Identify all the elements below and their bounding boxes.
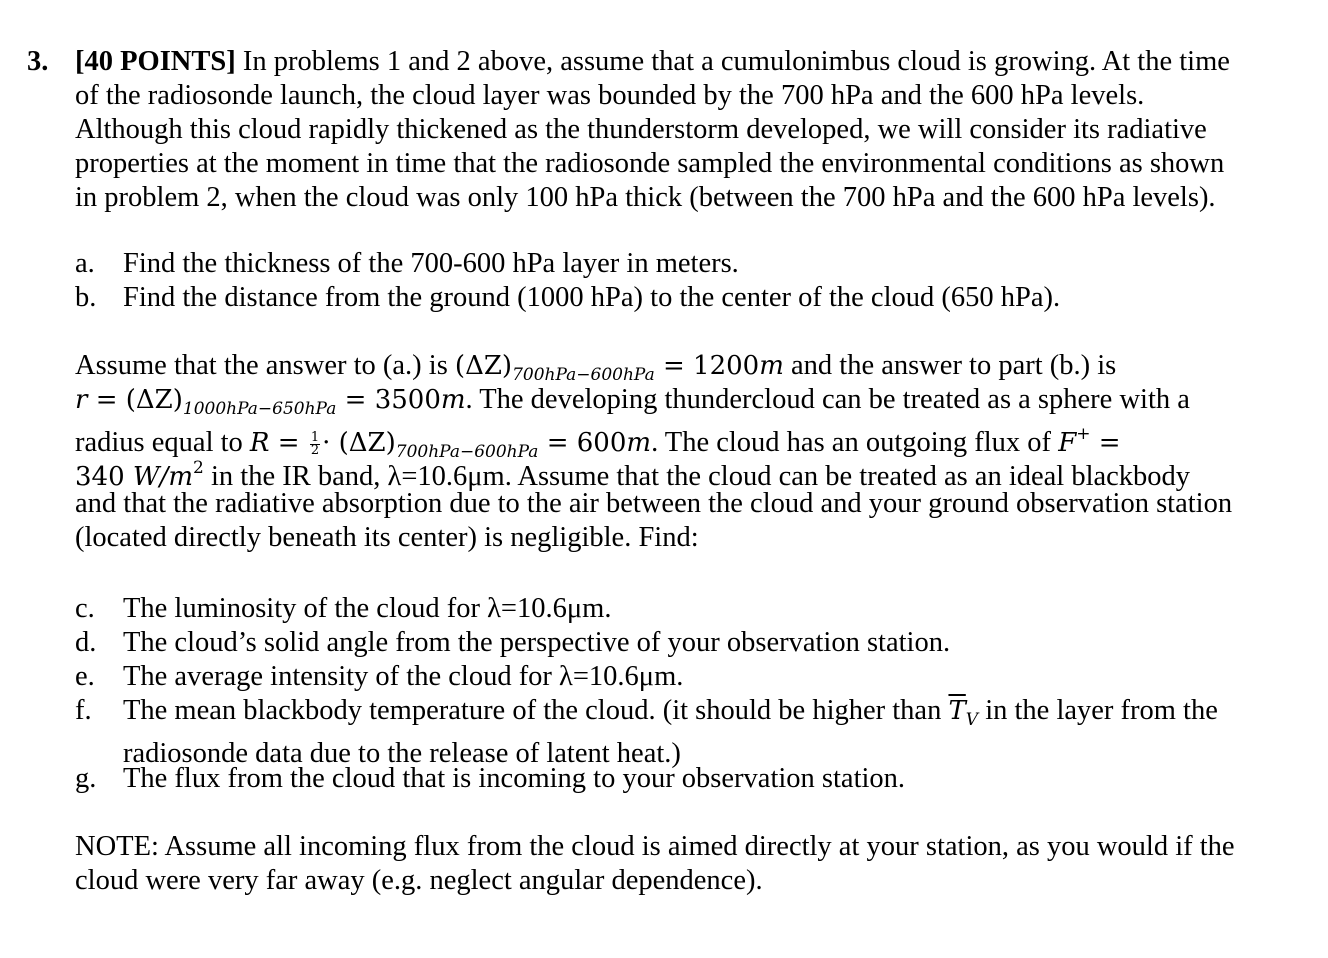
parts-cg-list <box>75 592 1305 796</box>
delta-z-subscript: 700hPa−600hPa <box>512 365 655 385</box>
assume-line-4 <box>75 451 1305 492</box>
list-item <box>75 247 1305 281</box>
assume-text: in the IR band, λ=10.6μm. Assume that the cloud can be treated as an ideal blackbody <box>203 461 1191 492</box>
delta-z-expr: (ΔZ) <box>454 351 513 381</box>
item-letter-g: g. <box>75 763 97 794</box>
flux-value: 340 <box>75 462 133 492</box>
item-text-e: The average intensity of the cloud for λ=10.6μm. <box>123 661 684 692</box>
flux-unit: W/m <box>132 462 194 492</box>
assume-line-6: (located directly beneath its center) is negligible. Find: <box>75 522 699 553</box>
item-text-d: The cloud’s solid angle from the perspective of your observation station. <box>123 627 951 658</box>
unit: m <box>759 351 784 381</box>
equals-sign: = <box>269 428 308 458</box>
list-item <box>75 694 1305 769</box>
delta-z-expr: = (ΔZ) <box>87 385 183 415</box>
assume-line-5: and that the radiative absorption due to the air between the cloud and your ground observation station <box>75 488 1233 519</box>
equals-value: = 3500 <box>336 385 441 415</box>
tv-subscript: V <box>965 710 979 730</box>
fraction-denominator: 2 <box>310 442 320 458</box>
F-symbol: F <box>1058 428 1077 458</box>
question-intro <box>75 45 1305 215</box>
unit: m <box>440 385 466 415</box>
list-item <box>75 762 1305 796</box>
R-symbol: R <box>249 428 270 458</box>
fraction-numerator: 1 <box>310 429 320 445</box>
assume-text: radius equal to <box>75 427 250 458</box>
parts-ab-list <box>75 247 1305 315</box>
item-text-f-part1: The mean blackbody temperature of the cloud. (it should be higher than <box>123 695 949 726</box>
assume-line-3 <box>75 417 1305 462</box>
assume-text: . The developing thundercloud can be treated as a sphere with a <box>465 384 1190 415</box>
item-letter-b: b. <box>75 282 97 313</box>
equals-value: = 1200 <box>654 351 760 381</box>
delta-z-subscript: 700hPa−600hPa <box>395 442 539 462</box>
item-letter-c: c. <box>75 593 95 624</box>
item-text-g: The flux from the cloud that is incoming to your observation station. <box>123 763 906 794</box>
r-symbol: r <box>75 385 88 415</box>
list-item <box>75 281 1305 315</box>
intro-line-3: Although this cloud rapidly thickened as the thunderstorm developed, we will consider its radiative <box>75 114 1207 145</box>
tv-symbol: $\overline{T}$ <box>948 696 966 726</box>
item-text-f-line2: radiosonde data due to the release of latent heat.) <box>123 738 681 769</box>
item-letter-d: d. <box>75 627 97 658</box>
points-label: [40 POINTS] <box>75 46 236 77</box>
F-superscript: + <box>1076 424 1091 444</box>
note-paragraph <box>75 830 1305 898</box>
list-item <box>75 626 1305 660</box>
question-number: 3. <box>27 46 49 77</box>
intro-line-1 <box>75 45 1305 79</box>
assume-text: . The cloud has an outgoing flux of <box>651 427 1059 458</box>
assumption-paragraph <box>75 349 1305 555</box>
assume-text: and the answer to part (b.) is <box>783 350 1117 381</box>
list-item <box>75 592 1305 626</box>
delta-z-subscript: 1000hPa−650hPa <box>182 399 337 419</box>
delta-z-expr: · (ΔZ) <box>322 428 396 458</box>
item-text-f <box>123 694 1218 771</box>
intro-line-2: of the radiosonde launch, the cloud layer was bounded by the 700 hPa and the 600 hPa levels. <box>75 80 1145 111</box>
intro-text-1: In problems 1 and 2 above, assume that a cumulonimbus cloud is growing. At the time <box>235 46 1230 77</box>
item-text-b: Find the distance from the ground (1000 hPa) to the center of the cloud (650 hPa). <box>123 282 1061 313</box>
equals-value: = 600 <box>538 428 627 458</box>
equals-sign: = <box>1090 428 1121 458</box>
assume-line-1 <box>75 349 1305 383</box>
item-letter-f: f. <box>75 695 92 726</box>
assume-line-2 <box>75 383 1305 417</box>
intro-line-5: in problem 2, when the cloud was only 100 hPa thick (between the 700 hPa and the 600 hPa levels). <box>75 182 1216 213</box>
flux-unit-superscript: 2 <box>193 458 204 478</box>
item-text-a: Find the thickness of the 700-600 hPa layer in meters. <box>123 248 739 279</box>
note-line-1: NOTE: Assume all incoming flux from the cloud is aimed directly at your station, as you would if the <box>75 831 1235 862</box>
item-text-c: The luminosity of the cloud for λ=10.6μm. <box>123 593 612 624</box>
item-text-f-part2: in the layer from the <box>978 695 1218 726</box>
assume-text: Assume that the answer to (a.) is <box>75 350 455 381</box>
intro-line-4: properties at the moment in time that the radiosonde sampled the environmental conditions as shown <box>75 148 1225 179</box>
unit: m <box>626 428 652 458</box>
note-line-2: cloud were very far away (e.g. neglect angular dependence). <box>75 865 763 896</box>
item-letter-e: e. <box>75 661 95 692</box>
item-letter-a: a. <box>75 248 95 279</box>
list-item <box>75 660 1305 694</box>
